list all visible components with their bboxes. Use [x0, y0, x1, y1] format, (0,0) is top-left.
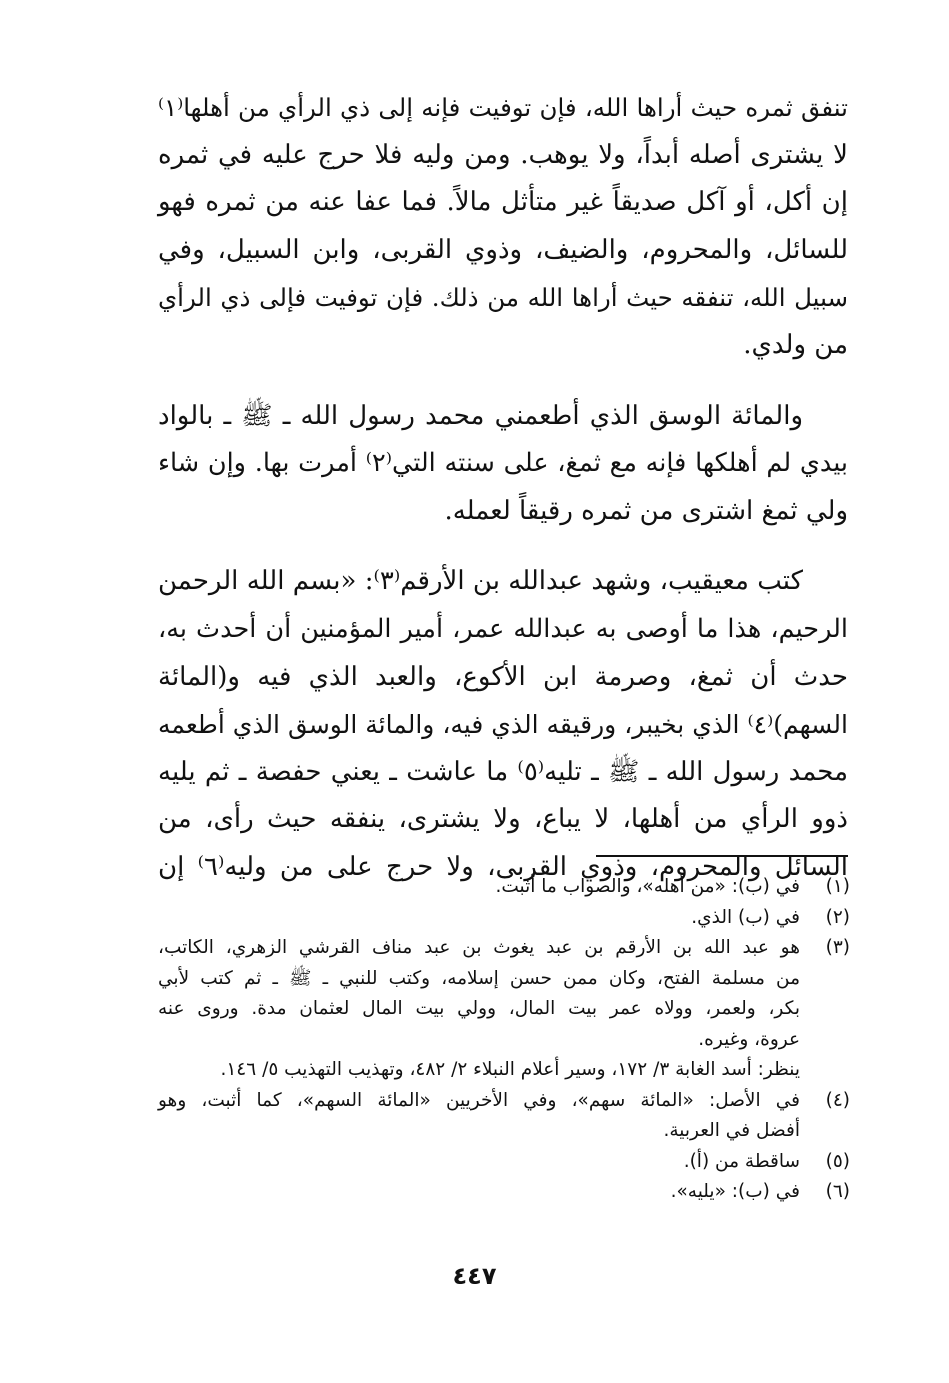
- footnote-line: هو عبد الله بن الأرقم بن عبد يغوث بن عبد مناف القرشي الزهري، الكاتب،: [158, 937, 800, 958]
- paragraph-3: [158, 558, 848, 891]
- footnote-number: (٤): [825, 1089, 850, 1111]
- footnote-line: من مسلمة الفتح، وكان ممن حسن إسلامه، وكتب للنبي ـ ﷺ ـ ثم كتب لأبي: [158, 967, 800, 989]
- footnote-line: في (ب) الذي.: [691, 906, 800, 928]
- text-line: الرحيم، هذا ما أوصى به عبدالله عمر، أمير المؤمنين أن أحدث به،: [158, 613, 848, 644]
- text-line: كتب معيقيب، وشهد عبدالله بن الأرقم⁽٣⁾: «بسم الله الرحمن: [158, 566, 803, 597]
- footnote-line: أفضل في العربية.: [663, 1120, 800, 1141]
- footnote-reference-line: ينظر: أسد الغابة ٣/ ١٧٢، وسير أعلام النبلاء ٢/ ٤٨٢، وتهذيب التهذيب ٥/ ١٤٦.: [220, 1059, 800, 1080]
- footnote-line: في (ب): «من أهله»، والصواب ما أثبت.: [495, 876, 800, 897]
- footnote-number: (٦): [825, 1181, 850, 1202]
- text-line: بيدي لم أهلكها فإنه مع ثمغ، على سنته التي⁽٢⁾ أمرت بها. وإن شاء: [158, 448, 848, 479]
- text-line: والمائة الوسق الذي أطعمني محمد رسول الله ـ ﷺ ـ بالواد: [158, 400, 803, 431]
- footnote-line: عروة، وغيره.: [698, 1028, 800, 1050]
- paragraph-2: [158, 393, 848, 536]
- footnote-number: (٢): [825, 906, 850, 928]
- text-line: تنفق ثمره حيث أراها الله، فإن توفيت فإنه إلى ذي الرأي من أهلها⁽١⁾: [158, 93, 848, 122]
- footnote-separator: [596, 855, 848, 857]
- paragraph-1: [158, 84, 848, 370]
- text-line: السهم)⁽٤⁾ الذي بخيبر، ورقيقه الذي فيه، والمائة الوسق الذي أطعمه: [158, 710, 848, 740]
- footnote-1: [158, 872, 850, 903]
- text-line: ولي ثمغ اشترى من ثمره رقيقاً لعمله.: [444, 495, 848, 526]
- footnote-text: [158, 1086, 800, 1147]
- footnote-text: [158, 1147, 800, 1178]
- footnote-6: [158, 1177, 850, 1208]
- footnote-5: [158, 1147, 850, 1178]
- footnote-3: [158, 933, 850, 1086]
- footnote-line: ساقطة من (أ).: [683, 1150, 800, 1172]
- text-line: إن أكل، أو آكل صديقاً غير متأثل مالاً. فما عفا عنه من ثمره فهو: [158, 187, 848, 218]
- main-text: [158, 84, 848, 892]
- footnote-number: (١): [825, 876, 850, 897]
- footnote-text: [158, 872, 800, 903]
- footnote-line: في الأصل: «المائة سهم»، وفي الأخريين «المائة السهم»، كما أثبت، وهو: [158, 1089, 800, 1111]
- footnote-number: (٣): [825, 937, 850, 958]
- text-line: السائل والمحروم، وذوي القربى، ولا حرج على من وليه⁽٦⁾ إن: [158, 851, 848, 882]
- text-line: حدث أن ثمغ، وصرمة ابن الأكوع، والعبد الذي فيه و(المائة: [158, 661, 848, 692]
- footnote-text: [158, 1177, 800, 1208]
- text-line: من ولدي.: [743, 329, 848, 360]
- text-line: ذوو الرأي من أهلها، لا يباع، ولا يشترى، ينفقه حيث رأى، من: [158, 804, 848, 835]
- footnotes: [158, 872, 850, 1208]
- footnote-line: بكر، ولعمر، وولاه عمر بيت المال، وولي بيت المال لعثمان مدة. وروى عنه: [158, 998, 800, 1019]
- page-number: ٤٤٧: [452, 1262, 497, 1290]
- footnote-2: [158, 903, 850, 934]
- text-line: سبيل الله، تنفقه حيث أراها الله من ذلك. فإن توفيت فإلى ذي الرأي: [158, 283, 848, 313]
- footnote-4: [158, 1086, 850, 1147]
- text-line: لا يشترى أصله أبداً، ولا يوهب. ومن وليه فلا حرج عليه في ثمره: [158, 139, 848, 170]
- text-line: للسائل، والمحروم، والضيف، وذوي القربى، وابن السبيل، وفي: [158, 234, 848, 265]
- footnote-line: في (ب): «يليه».: [670, 1181, 800, 1202]
- footnote-text: [158, 933, 800, 1086]
- footnote-text: [158, 903, 800, 934]
- footnote-number: (٥): [825, 1150, 850, 1172]
- text-line: محمد رسول الله ـ ﷺ ـ تليه⁽٥⁾ ما عاشت ـ يعني حفصة ـ ثم يليه: [158, 756, 848, 787]
